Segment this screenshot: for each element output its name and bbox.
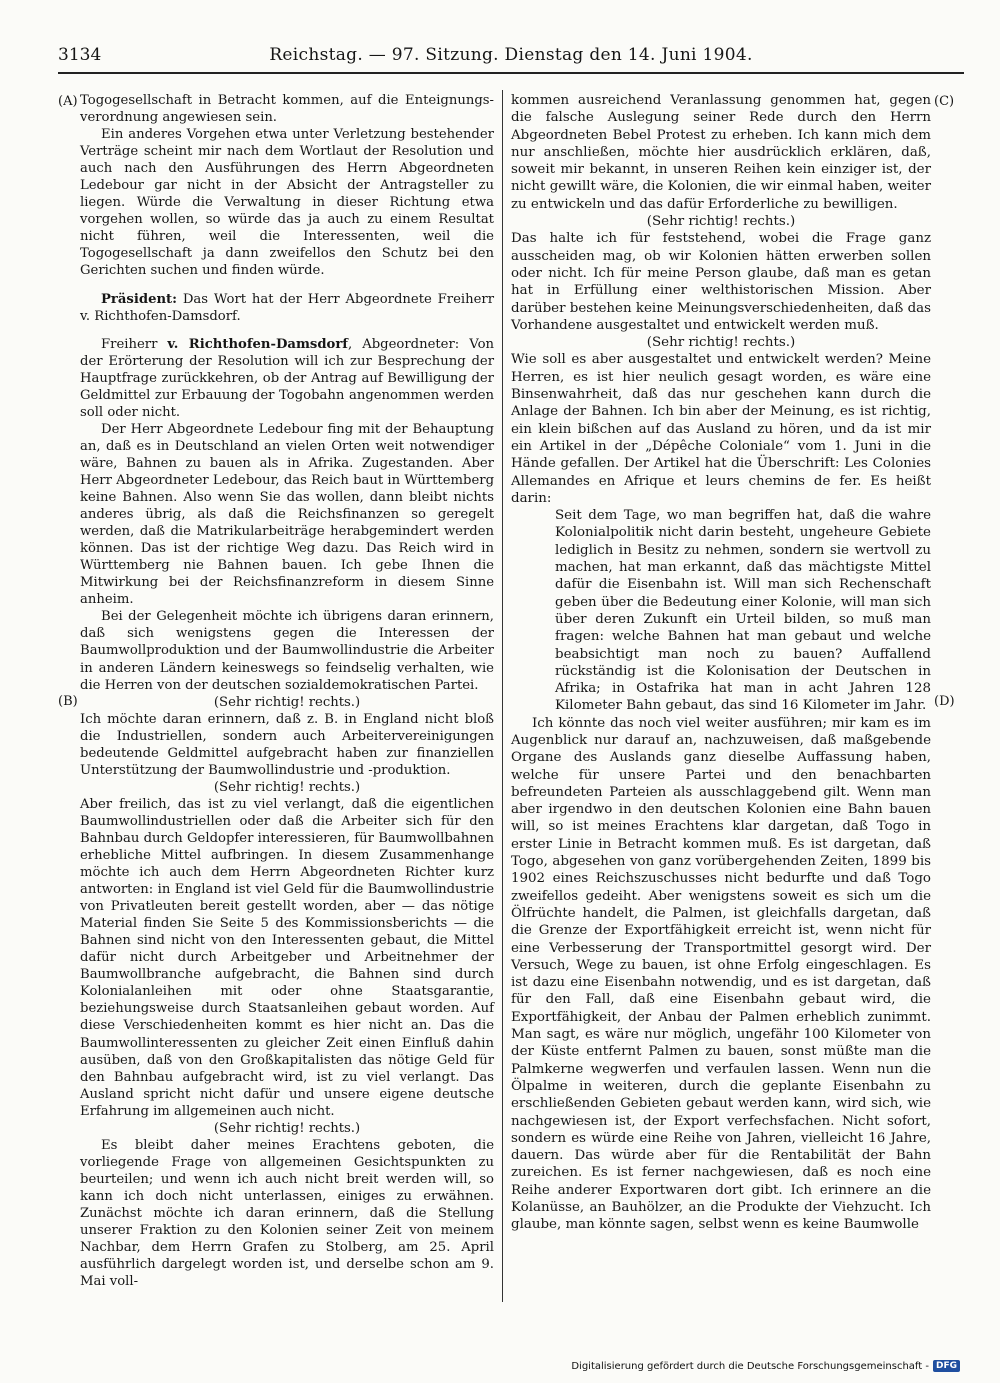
paragraph: Ein anderes Vorgehen etwa unter Verletzung bestehender Verträge scheint mir nach dem Wortlaut der Resolution und auch nach den Ausführungen des Herrn Abgeordneten Ledebour gar nicht in der Absicht der Antragsteller zu liegen. Würde die Verwaltung in dieser Richtung etwa vorgehen wollen, so würde das ja auch zu einem Resultat nicht führen, weil die Interessenten, weil die Togogesellschaft ja dann zweifellos den Schutz bei den Gerichten suchen und finden würde.: [80, 127, 494, 279]
paragraph: Wie soll es aber ausgestaltet und entwickelt werden? Meine Herren, es ist hier neulich gesagt worden, es wäre eine Binsenwahrheit, daß das nur geschehen kann durch die Anlage der Bahnen. Ich bin aber der Meinung, es ist richtig, ein klein bißchen auf das Ausland zu hören, und da ist mir ein Artikel in der „Dépêche Coloniale“ vom 1. Juni in die Hände gefallen. Der Artikel hat die Überschrift: Les Colonies Allemandes en Afrique et leurs chemins de fer. Es heißt darin:: [511, 352, 931, 506]
interjection: (Sehr richtig! rechts.): [213, 1120, 361, 1136]
speaker-name: v. Richthofen-Damsdorf: [167, 336, 348, 352]
paragraph: Ich könnte das noch viel weiter ausführen; mir kam es im Augenblick nur darauf an, nachzuweisen, daß maßgebende Organe des Auslands ganz dieselbe Auffassung haben, welche für unsere Partei und den benachbarten befreundeten Parteien als ausschlaggebend gilt. Wenn man aber irgendwo in den deutschen Kolonien eine Bahn bauen will, so ist meines Erachtens klar dargetan, daß Togo in erster Linie in Betracht kommen muß. Es ist dargetan, daß Togo, abgesehen von ganz vorübergehenden Zeiten, 1899 bis 1902 eines Reichszuschusses nicht bedurfte und daß Togo zweifellos gedeiht. Aber wenigstens soweit es sich um die Ölfrüchte handelt, die Palmen, ist gleichfalls dargetan, daß die Grenze der Exportfähigkeit erreicht ist, wenn nicht für eine Verbesserung der Transportmittel gesorgt wird. Der Versuch, Wege zu bauen, ist ohne Erfolg eingeschlagen. Es ist dazu eine Eisenbahn notwendig, und es ist dargetan, daß für den Fall, daß eine Eisenbahn gebaut wird, die Exportfähigkeit, der Anbau der Palmen erheblich zunimmt. Man sagt, es wäre nur möglich, ungefähr 100 Kilometer von der Küste entfernt Palmen zu bauen, sonst müßte man die Palmkerne wegwerfen und verfaulen lassen. Wenn nun die Ölpalme in weiteren, durch die geplante Eisenbahn zu erschließenden Gebieten gebaut werden kann, wird sich, wie nachgewiesen ist, der Export verfechsfachen. Nicht sofort, sondern es würde eine Reihe von Jahren, vielleicht 16 Jahre, dauern. Das würde aber für die Rentabilität der Bahn zureichen. Es ist ferner nachgewiesen, daß es noch eine Reihe anderer Exportwaren dort gibt. Ich erinnere an die Kolanüsse, an Bauhölzer, an die Produkte der Viehzucht. Ich glaube, man könnte sagen, selbst wenn es keine Baumwolle: [511, 715, 931, 1233]
speaker-name: Präsident:: [101, 291, 178, 307]
interjection: (Sehr richtig! rechts.): [646, 335, 796, 351]
page-header: [58, 44, 964, 66]
speaker-paragraph: [80, 336, 494, 421]
block-quote: Seit dem Tage, wo man begriffen hat, daß die wahre Kolonialpolitik nicht darin besteht, ungeheure Gebiete lediglich in Besitz zu nehmen, sondern sie wertvoll zu machen, hat man erkannt, daß das mächtigste Mittel dafür die Eisenbahn ist. Will man sich Rechenschaft geben über die Bedeutung einer Kolonie, will man sich über deren Zukunft ein Urteil bilden, so muß man fragen: welche Bahnen hat man gebaut und welche beabsichtigt man noch zu bauen? Auffallend rückständig ist die Kolonisation der Deutschen in Afrika; in Ostafrika hat man in acht Jahren 128 Kilometer Bahn gebaut, das sind 16 Kilometer im Jahr.: [555, 508, 931, 714]
paragraph: Der Herr Abgeordnete Ledebour fing mit der Behauptung an, daß es in Deutschland an vielen Orten weit notwendiger wäre, Bahnen zu bauen als in Afrika. Zugestanden. Aber Herr Abgeordneter Ledebour, das Reich baut in Württemberg keine Bahnen. Also wenn Sie das wollen, dann bleibt nichts anderes übrig, als daß die Reichsfinanzen so geregelt werden, daß die Matrikularbeiträge herabgemindert werden können. Das ist der richtige Weg dazu. Das Reich wird in Württemberg nie Bahnen bauen. Ich gebe Ihnen die Mitwirkung bei der Reichsfinanzreform in diesem Sinne anheim.: [80, 421, 495, 608]
margin-mark-d: (D): [934, 694, 955, 709]
column-divider: [502, 90, 503, 1302]
left-column: [80, 92, 494, 1290]
interjection: (Sehr richtig! rechts.): [213, 694, 361, 710]
speech-text: Das Wort hat der Herr Abgeordnete Freiherr v. Richthofen-Damsdorf.: [80, 291, 494, 324]
paragraph: kommen ausreichend Veranlassung genommen hat, gegen die falsche Auslegung seiner Rede durch den Herrn Abgeordneten Bebel Protest zu erheben. Ich kann mich dem nur anschließen, möchte hier ausdrücklich erklären, daß, soweit mir bekannt, in unseren Reihen kein einziger ist, der nicht gewillt wäre, die Kolonien, die wir einmal haben, weiter zu entwickeln und das dafür Erforderliche zu bewilligen.: [511, 93, 931, 212]
interjection: (Sehr richtig! rechts.): [646, 214, 796, 230]
dfg-logo: DFG: [933, 1360, 960, 1372]
margin-mark-c: (C): [934, 94, 955, 109]
paragraph: Ich möchte daran erinnern, daß z. B. in England nicht bloß die Industriellen, sondern auch Arbeitervereinigungen bedeutende Geldmittel aufgebracht haben zur finanziellen Unterstützung der Baumwollindustrie und -produktion.: [80, 711, 494, 778]
credit-text: Digitalisierung gefördert durch die Deutsche Forschungsgemeinschaft -: [571, 1360, 929, 1372]
paragraph: Es bleibt daher meines Erachtens geboten, die vorliegende Frage von allgemeinen Gesichtspunkten zu beurteilen; und wenn ich auch nicht breit werden will, so kann ich doch nicht unterlassen, einiges zu erwähnen. Zunächst möchte ich daran erinnern, daß die Stellung unserer Fraktion zu den Kolonien seiner Zeit von meinem Nachbar, dem Herrn Grafen zu Stolberg, am 25. April ausführlich dargelegt worden ist, und derselbe schon am 9. Mai voll-: [80, 1137, 494, 1290]
digitization-credit: [571, 1360, 960, 1372]
right-column: [511, 92, 931, 1234]
margin-mark-a: (A): [58, 94, 78, 109]
interjection: (Sehr richtig! rechts.): [213, 779, 361, 795]
speaker-prefix: Freiherr: [101, 336, 168, 352]
page-title: Reichstag. — 97. Sitzung. Dienstag den 14. Juni 1904.: [269, 45, 753, 65]
paragraph: Das halte ich für feststehend, wobei die Frage ganz ausscheiden mag, ob wir Kolonien hätten erwerben sollen oder nicht. Ich für meine Person glaube, daß man es getan hat in Erfüllung einer welthistorischen Mission. Aber darüber bestehen keine Meinungsverschiedenheiten, daß das Vorhandene ausgestaltet und entwickelt werden muß.: [511, 231, 931, 333]
header-rule: [58, 72, 964, 74]
speech-text: , Abgeordneter: Von der Erörterung der Resolution will ich zur Besprechung der Hauptfrage zurückkehren, ob der Antrag auf Bewilligung der Geldmittel zur Erbauung der Togobahn angenommen werden soll oder nicht.: [80, 336, 495, 420]
paragraph: Aber freilich, das ist zu viel verlangt, daß die eigentlichen Baumwollindustriellen oder daß die Arbeiter sich für den Bahnbau durch Geldopfer interessieren, für Baumwollbahnen erhebliche Mittel aufbringen. In diesem Zusammenhange möchte ich auch dem Herrn Abgeordneten Richter kurz antworten: in England ist viel Geld für die Baumwollindustrie von Privatleuten bereit gestellt worden, aber — das nötige Material finden Sie Seite 5 des Kommissionsberichts — die Bahnen sind nicht von den Interessenten gebaut, die Mittel dafür nicht durch Arbeitgeber und Arbeitnehmer der Baumwollbranche aufgebracht, die Bahnen sind durch Kolonialanleihen mit oder ohne Staatsgarantie, beziehungsweise durch Staatsanleihen gebaut worden. Auf diese Verschiedenheiten kommt es hier nicht an. Das die Baumwollinteressenten zu gleicher Zeit einen Einfluß dahin ausüben, daß von den Großkapitalisten das nötige Geld für den Bahnbau aufgebracht wird, ist zu viel verlangt. Das Ausland spricht nicht dafür und unsere eigene deutsche Erfahrung im allgemeinen auch nicht.: [80, 796, 494, 1119]
speaker-paragraph: [80, 291, 494, 325]
page-number: 3134: [58, 45, 102, 65]
paragraph: Bei der Gelegenheit möchte ich übrigens daran erinnern, daß sich wenigstens gegen die Interessen der Baumwollproduktion und der Baumwollindustrie die Arbeiter in anderen Ländern keineswegs so feindselig verhalten, wie die Herren von der deutschen sozialdemokratischen Partei.: [80, 609, 494, 693]
margin-mark-b: (B): [58, 694, 78, 709]
paragraph: Togogesellschaft in Betracht kommen, auf die Enteignungs-verordnung angewiesen sein.: [80, 93, 494, 126]
